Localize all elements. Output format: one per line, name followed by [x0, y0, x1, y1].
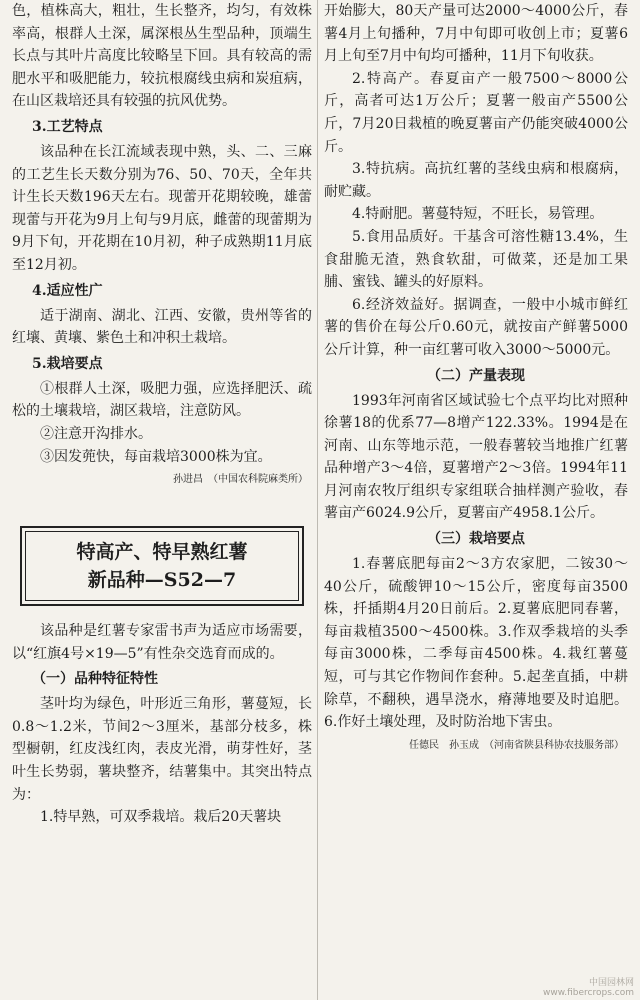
article-title-line-2: 新品种—S52—7	[87, 569, 237, 592]
section-heading-adaptability: 4.适应性广	[32, 282, 103, 299]
section-heading-process: 3.工艺特点	[32, 118, 103, 135]
sweet-potato-intro: 该品种是红薯专家雷书声为适应市场需要，以“红旗4号×19—5”有性杂交选育而成的。	[12, 623, 312, 662]
feature-item-1-continued: 开始膨大，80天产量可达2000～4000公斤，春薯4月上旬播种，7月中旬即可收创上市；夏薯6月上旬至7月中旬均可播种，11月下旬收获。	[324, 3, 628, 65]
feature-item-3: 3.特抗病。高抗红薯的茎线虫病和根腐病，耐贮藏。	[324, 161, 628, 200]
cultivation-points-paragraph: 1.春薯底肥每亩2～3方农家肥，二铵30～40公斤，硫酸钾10～15公斤，密度每亩3500株，扦插期4月20日前后。2.夏薯底肥同春薯，每亩栽植3500～4500株。3.作双季栽培的头季每亩3000株，二季每亩4500株。4.栽红薯蔓短，可与其它作物间作套种。5.起垄直插，中耕除草，不翻秧，遇旱浇水，瘠薄地要及时追肥。6.作好土壤处理，及时防治地下害虫。	[324, 556, 628, 731]
author-credit-left: 孙进昌 （中国农科院麻类所）	[173, 474, 308, 486]
author-credit-right: 任德民 孙玉成 （河南省陕县科协农技服务部）	[409, 739, 624, 751]
section-heading-cultivation-points: （三）栽培要点	[427, 531, 525, 548]
watermark-line-1: 中国园林网	[588, 978, 634, 988]
process-paragraph: 该品种在长江流域表现中熟，头、二、三麻的工艺生长天数分别为76、50、70天，全年共计生长天数196天左右。现蕾开花期较晚，雄蕾现蕾与开花为9月上旬与9月底，雌蕾的现蕾期为9月下旬，开花期在10月初，种子成熟期11月底至12月初。	[12, 143, 312, 273]
left-column	[12, 0, 312, 1000]
characteristics-paragraph: 茎叶均为绿色，叶形近三角形，薯蔓短，长0.8～1.2米，节间2～3厘米，基部分枝多，株型橱朝，红皮浅红肉，表皮光滑，萌芽性好，茎叶生长势弱，薯块整齐，结薯集中。其突出特点为：	[12, 696, 312, 803]
section-heading-cultivation: 5.栽培要点	[32, 355, 103, 372]
feature-item-5: 5.食用品质好。干基含可溶性糖13.4%，生食甜脆无渣，熟食软甜，可做菜，还是加工果脯、蜜钱、罐头的好原料。	[324, 228, 628, 291]
article-title-box	[20, 526, 304, 606]
feature-item-1: 1.特早熟，可双季栽培。栽后20天薯块	[40, 809, 282, 826]
section-heading-yield: （二）产量表现	[427, 367, 525, 384]
column-divider	[317, 0, 318, 1000]
feature-item-6: 6.经济效益好。据调查，一般中小城市鲜红薯的售价在每公斤0.60元，就按亩产鲜薯5000公斤计算，种一亩红薯可收入3000～5000元。	[324, 296, 628, 358]
article-title-line-1: 特高产、特早熟红薯	[76, 541, 248, 564]
yield-paragraph: 1993年河南省区域试验七个点平均比对照种徐薯18的优系77—8增产122.33%。1994是在河南、山东等地示范，一般春薯较当地推广红薯品种增产3～4倍，夏薯增产2～3倍。1994年11月河南农牧厅组织专家组联合抽样测产验收，春薯亩产6024.9公斤，夏薯亩产4958.1公斤。	[324, 392, 628, 522]
adaptability-paragraph: 适于湖南、湖北、江西、安徽，贵州等省的红壤、黄壤、紫色土和冲积土栽培。	[12, 307, 312, 347]
right-column	[324, 0, 628, 1000]
cultivation-item-1: ①根群人土深，吸肥力强，应选择肥沃、疏松的土壤栽培，湖区栽培，注意防风。	[12, 380, 312, 420]
section-heading-characteristics: （一）品种特征特性	[32, 671, 158, 688]
site-watermark	[543, 978, 634, 998]
watermark-line-2: www.fibercrops.com	[543, 988, 634, 998]
cultivation-item-2: ②注意开沟排水。	[40, 425, 152, 442]
feature-item-4: 4.特耐肥。薯蔓特短，不旺长，易管理。	[352, 206, 604, 223]
variety-intro-continued: 色，植株高大，粗壮，生长整齐，均匀，有效株率高，根群人土深，属深根丛生型品种，顶端生长点与其叶片高度比较略呈下回。具有较高的需肥水平和吸肥能力，较抗根腐线虫病和炭疽病，在山区栽培还具有较强的抗风优势。	[12, 3, 312, 110]
feature-item-2: 2.特高产。春夏亩产一般7500～8000公斤，高者可达1万公斤；夏薯一般亩产5500公斤，7月20日栽植的晚夏薯亩产仍能突破4000公斤。	[324, 70, 628, 155]
cultivation-item-3: ③因发蔸快，每亩栽培3000株为宜。	[40, 448, 272, 465]
